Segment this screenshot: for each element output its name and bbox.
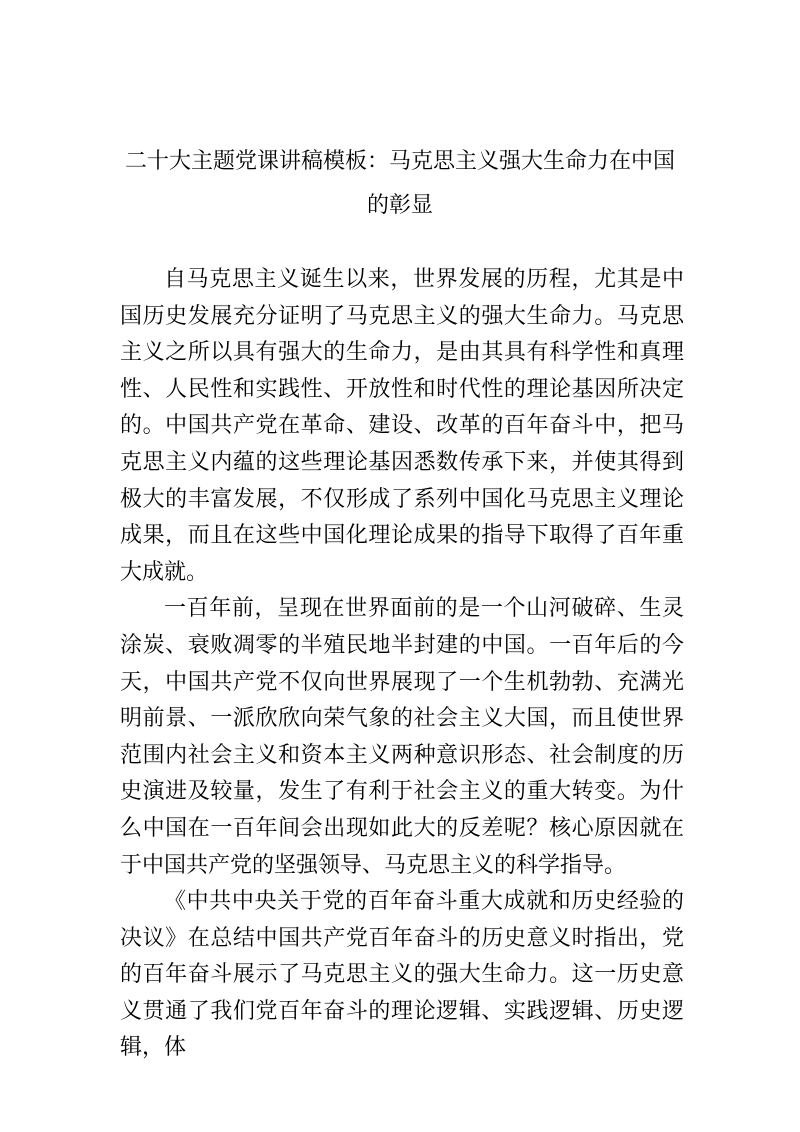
paragraph-1: 自马克思主义诞生以来，世界发展的历程，尤其是中国历史发展充分证明了马克思主义的强大生命力。马克思主义之所以具有强大的生命力，是由其具有科学性和真理性、人民性和实践性、开放性和时代性的理论基因所决定的。中国共产党在革命、建设、改革的百年奋斗中，把马克思主义内蕴的这些理论基因悉数传承下来，并使其得到极大的丰富发展，不仅形成了系列中国化马克思主义理论成果，而且在这些中国化理论成果的指导下取得了百年重大成就。 [120,267,684,585]
document-body [120,262,684,1067]
paragraph-3: 《中共中央关于党的百年奋斗重大成就和历史经验的决议》在总结中国共产党百年奋斗的历史意义时指出，党的百年奋斗展示了马克思主义的强大生命力。这一历史意义贯通了我们党百年奋斗的理论逻辑、实践逻辑、历史逻辑，体 [120,889,684,1061]
paragraph-2: 一百年前，呈现在世界面前的是一个山河破碎、生灵涂炭、衰败凋零的半殖民地半封建的中国。一百年后的今天，中国共产党不仅向世界展现了一个生机勃勃、充满光明前景、一派欣欣向荣气象的社会主义大国，而且使世界范围内社会主义和资本主义两种意识形态、社会制度的历史演进及较量，发生了有利于社会主义的重大转变。为什么中国在一百年间会出现如此大的反差呢？核心原因就在于中国共产党的坚强领导、马克思主义的科学指导。 [120,596,684,878]
document-title: 二十大主题党课讲稿模板：马克思主义强大生命力在中国的彰显 [124,149,675,218]
